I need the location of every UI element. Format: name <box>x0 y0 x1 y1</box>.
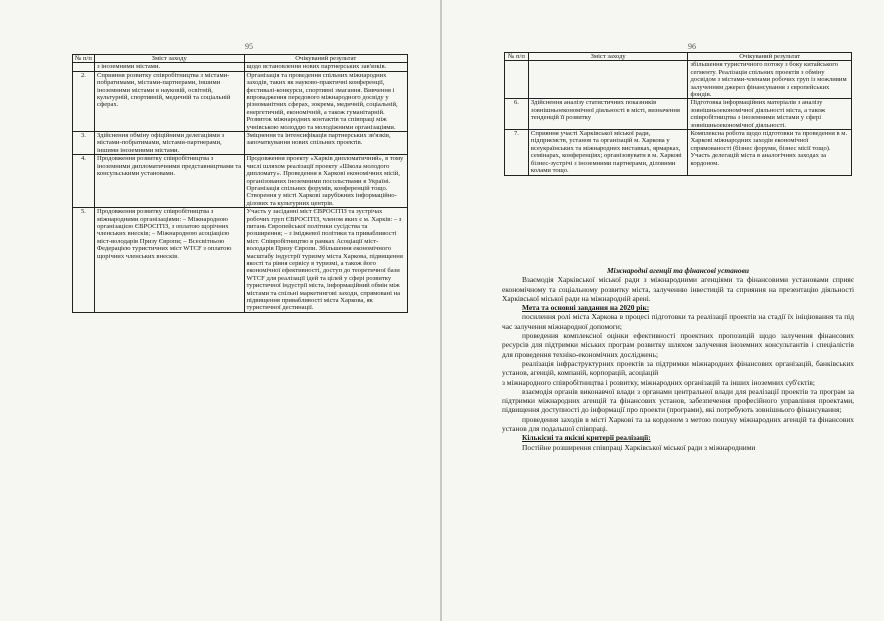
header-num: № п/п <box>505 53 529 61</box>
row-num: 7. <box>505 130 529 175</box>
row-content: Сприяння участі Харківської міської ради, підприємств, установ та організацій м. Харкова у всеукраїнських та міжнародних виставках, ярмарках, семінарах, конференціях; організовувати в м. Харкові бізнес-зустрічі з іноземними партнерами, діловими колами тощо. <box>528 130 688 175</box>
goal-item: посилення ролі міста Харкова в процесі підготовки та реалізації проектів на стадії їх ініціювання та під час залучення міжнародної допомоги; <box>502 312 854 331</box>
row-content: Здійснення обміну офіційними делегаціями з містами-побратимами, містами-партнерами, іншими іноземними містами. <box>94 132 244 155</box>
row-num: 6. <box>505 99 529 130</box>
goal-item: реалізація інфраструктурних проектів за підтримки міжнародних фінансових організацій, банківських установ, агенцій, компаній, корпорацій, асоціацій <box>502 358 854 378</box>
row-content: Продовження розвитку співробітництва з іноземними дипломатичними представництвами та консульськими установами. <box>94 155 244 208</box>
header-result: Очікуваний результат <box>244 55 408 63</box>
right-page <box>442 0 884 621</box>
intro-paragraph: Взаємодія Харківської міської ради з міжнародними агенціями та фінансовими установами сприяє економічному та соціальному розвитку міста, залученню інвестицій та сприяння на презентацію діяльності Харківської міської ради на міжнародній арені. <box>502 275 854 303</box>
header-content: Зміст заходу <box>528 53 688 61</box>
criteria-heading: Кількісні та якісні критерії реалізації: <box>522 433 651 443</box>
row-content <box>528 61 688 99</box>
table-row <box>505 130 852 175</box>
header-num: № п/п <box>73 55 95 63</box>
row-content: Сприяння розвитку співробітництва з містами-побратимами, містами-партнерами, іншими іноземними містами в науковій, освітній, культурній, спортивній, медичній та соціальній сферах. <box>94 71 244 131</box>
row-result: Комплексна робота щодо підготовки та проведення в м. Харкові міжнародних заходів економічної спрямованості (бізнес форуми, бізнес місії тощо). Участь делегацій міста в аналогічних заходах за кордоном. <box>688 130 852 175</box>
page-number: 96 <box>688 42 696 51</box>
table-row <box>73 208 408 313</box>
table-header-row <box>73 55 408 63</box>
table-row <box>505 61 852 99</box>
table-row <box>505 99 852 130</box>
left-page <box>0 0 440 621</box>
goal-item: взаємодія органів виконавчої влади з органами центральної влади для реалізації проектів та програм за підтримки міжнародних агенцій та фінансових установ, забезпечення професійного управління проектами, підвищення доступності до інформації про проекти (програми), які потребують зовнішнього фінансування; <box>502 386 854 415</box>
goals-heading: Мета та основні завдання на 2020 рік: <box>522 303 650 313</box>
row-num: 2. <box>73 71 95 131</box>
row-num <box>73 63 95 71</box>
row-result: Продовження проекту «Харків дипломатичний», в тому числі шляхом реалізації проекту «Школа молодого дипломату». Проведення в Харкові економічних місій, організованих іноземними посольствами в Україні. Організація спільних форумів, конференцій тощо. Створення у місті Харкові зарубіжних інформаційно-ділових та культурних центрів. <box>244 155 408 208</box>
row-result: Участь у засіданні міст ЄВРОСІТІЗ та зустрічах робочих груп ЄВРОСІТІЗ, членом яких є м. Харків: – з питань Європейської політики сусідства та розширення; – з іміджевої політики та привабливості міст. Співробітництво в рамках Асоціації міст-володарів Призу Європи. Збільшення економічного масштабу індустрії туризму міста Харкова, підвищення якості та рівня сервісу в туризмі, а також його економічної ефективності, доступ до теоретичної бази WTCF для реалізації ідей та цілей у сфері розвитку туристичної індустрії міста, інформаційний обмін між містами та спільні маркетингові заходи, спрямовані на підвищення привабливості міста Харкова, як туристичної дестинації. <box>244 208 408 313</box>
table-row <box>73 155 408 208</box>
row-result: щодо встановлення нових партнерських зав'язків. <box>244 63 408 71</box>
page-number: 95 <box>245 42 253 51</box>
row-result: Підготовка інформаційних матеріалів з аналізу зовнішньоекономічної діяльності міста, а також співробітництва з іноземними містами у сфері зовнішньоекономічної діяльності. <box>688 99 852 130</box>
section-title: Міжнародні агенції та фінансові установи <box>606 266 750 275</box>
table-row <box>73 63 408 71</box>
row-content: з іноземними містами. <box>94 63 244 71</box>
criteria-paragraph: Постійне розширення співпраці Харківської міської ради з міжнародними <box>522 442 756 452</box>
row-result: Зміцнення та інтенсифікація партнерських зв'язків, започаткування нових спільних проектів. <box>244 132 408 155</box>
table-row <box>73 132 408 155</box>
row-num <box>505 61 529 99</box>
table-header-row <box>505 53 852 61</box>
row-num: 3. <box>73 132 95 155</box>
goal-item: з міжнародного співробітництва і розвитку, міжнародних організацій та інших іноземних суб'єктів; <box>502 377 815 387</box>
row-num: 5. <box>73 208 95 313</box>
row-content: Продовження розвитку співробітництва з міжнародними організаціями: – Міжнародною організацією ЄВРОСІТІЗ, з оплатою щорічних членських внесків; – Міжнародною асоціацією міст-володарів Призу Європи; – Всесвітньою Федерацією туристичних міст WTCF з оплатою щорічних членських внесків. <box>94 208 244 313</box>
row-result: збільшення туристичного потоку з боку китайського сегменту. Реалізація спільних проектів з обміну досвідом з містами-членами робочих груп із можливим залученням джерел фінансування з європейських фондів. <box>688 61 852 99</box>
row-result: Організація та проведення спільних міжнародних заходів, таких як науково-практичні конференції, фестивалі-конкурси, спортивні змагання. Вивчення і впровадження передового міжнародного досвіду у різноманітних сферах, зокрема, медичній, соціальній, енергетичній, економічній, а також гуманітарній. Розвиток міжнародних контактів та співпраці між учнівською молоддю та молодіжними організаціями. <box>244 71 408 131</box>
header-result: Очікуваний результат <box>688 53 852 61</box>
goal-item: проведення заходів в місті Харкові та за кордоном з метою пошуку міжнародних агенцій та фінансових установ для подальшої співпраці. <box>502 414 854 434</box>
row-num: 4. <box>73 155 95 208</box>
row-content: Здійснення аналізу статистичних показників зовнішньоекономічної діяльності в місті, визначення тенденцій її розвитку <box>528 99 688 130</box>
table-row <box>73 71 408 131</box>
body-text <box>502 266 854 452</box>
goal-item: проведення комплексної оцінки ефективності проектних пропозицій щодо залучення фінансових ресурсів для підтримки міських програм розвитку шляхом залучення іноземних консультантів і спеціалістів для проведення техніко-економічних досліджень; <box>502 331 854 359</box>
header-content: Зміст заходу <box>94 55 244 63</box>
measures-table <box>504 52 852 176</box>
measures-table <box>72 54 408 313</box>
